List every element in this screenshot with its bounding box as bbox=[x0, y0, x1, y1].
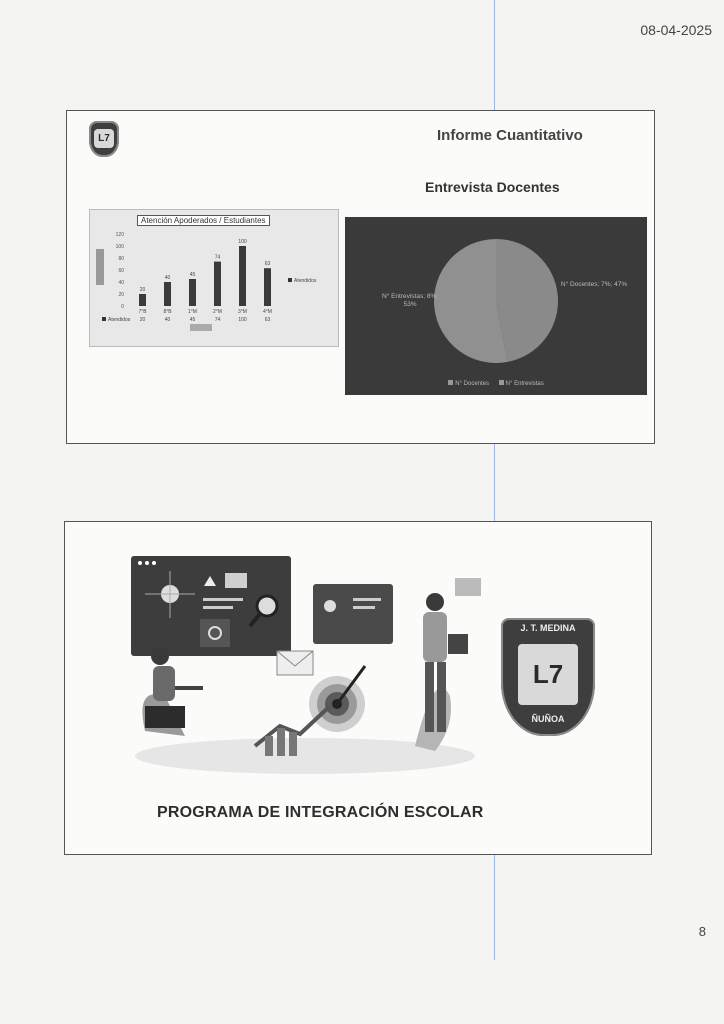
bar bbox=[239, 246, 246, 306]
bar-chart-title: Atención Apoderados / Estudiantes bbox=[137, 215, 270, 226]
table-value: 74 bbox=[214, 317, 221, 323]
illustration bbox=[105, 546, 485, 796]
y-tick-label: 100 bbox=[115, 244, 124, 250]
slide-subtitle: Entrevista Docentes bbox=[425, 179, 560, 195]
bar-chart-svg bbox=[90, 210, 338, 346]
bar-value-label: 100 bbox=[238, 239, 247, 245]
table-legend-swatch bbox=[102, 317, 106, 321]
x-tick-label: 3°M bbox=[238, 309, 247, 315]
document-date: 08-04-2025 bbox=[640, 22, 712, 38]
y-tick-label: 80 bbox=[118, 256, 124, 262]
y-tick-label: 60 bbox=[118, 268, 124, 274]
bar bbox=[264, 268, 271, 306]
x-tick-label: 7°B bbox=[138, 309, 147, 315]
slide-title: Informe Cuantitativo bbox=[437, 127, 583, 144]
bar bbox=[164, 282, 171, 306]
x-tick-label: 8°B bbox=[163, 309, 172, 315]
legend-item: N° Docentes bbox=[448, 381, 489, 387]
bar-value-label: 45 bbox=[189, 272, 196, 278]
bar bbox=[189, 279, 196, 306]
axis-title-box bbox=[96, 249, 104, 285]
slide-pie-program bbox=[64, 521, 652, 855]
pie-label-docentes: N° Docentes; 7%; 47% bbox=[560, 281, 628, 288]
y-tick-label: 0 bbox=[121, 304, 124, 310]
bar-value-label: 20 bbox=[139, 287, 146, 293]
pie-legend bbox=[345, 380, 647, 387]
pie-chart bbox=[345, 217, 647, 395]
bar-chart bbox=[89, 209, 339, 347]
x-tick-label: 4°M bbox=[263, 309, 272, 315]
y-tick-label: 40 bbox=[118, 280, 124, 286]
table-series-label: Atendidos bbox=[108, 317, 131, 323]
bar-value-label: 40 bbox=[164, 275, 171, 281]
y-tick-label: 120 bbox=[115, 232, 124, 238]
bar-value-label: 74 bbox=[214, 254, 221, 261]
school-shield-logo bbox=[501, 618, 595, 736]
shield-letters: L7 bbox=[518, 644, 578, 705]
page-number: 8 bbox=[698, 924, 706, 939]
x-tick-label: 2°M bbox=[213, 309, 222, 315]
program-title: PROGRAMA DE INTEGRACIÓN ESCOLAR bbox=[157, 804, 484, 821]
legend-swatch bbox=[288, 278, 292, 282]
bar bbox=[139, 294, 146, 306]
x-tick-label: 1°M bbox=[188, 309, 197, 315]
bar-value-label: 63 bbox=[264, 261, 271, 268]
legend-label: Atendidos bbox=[294, 278, 317, 284]
x-axis-title-box bbox=[190, 324, 212, 331]
slide-informe bbox=[66, 110, 655, 444]
bar bbox=[214, 262, 221, 306]
y-tick-label: 20 bbox=[118, 292, 124, 298]
table-value: 20 bbox=[139, 317, 146, 323]
pie-slice bbox=[496, 239, 558, 362]
shield-top-text: J. T. MEDINA bbox=[520, 622, 576, 633]
school-logo bbox=[89, 121, 119, 157]
legend-item: N° Entrevistas bbox=[499, 381, 544, 387]
table-value: 45 bbox=[189, 317, 196, 323]
pie-label-entrevistas: N° Entrevistas; 8%; 53% bbox=[381, 293, 439, 308]
table-value: 40 bbox=[164, 317, 171, 323]
table-value: 63 bbox=[264, 317, 271, 323]
table-value: 100 bbox=[238, 317, 247, 323]
logo-letters: L7 bbox=[94, 129, 113, 148]
shield-bottom-text: ÑUÑOA bbox=[531, 714, 565, 725]
